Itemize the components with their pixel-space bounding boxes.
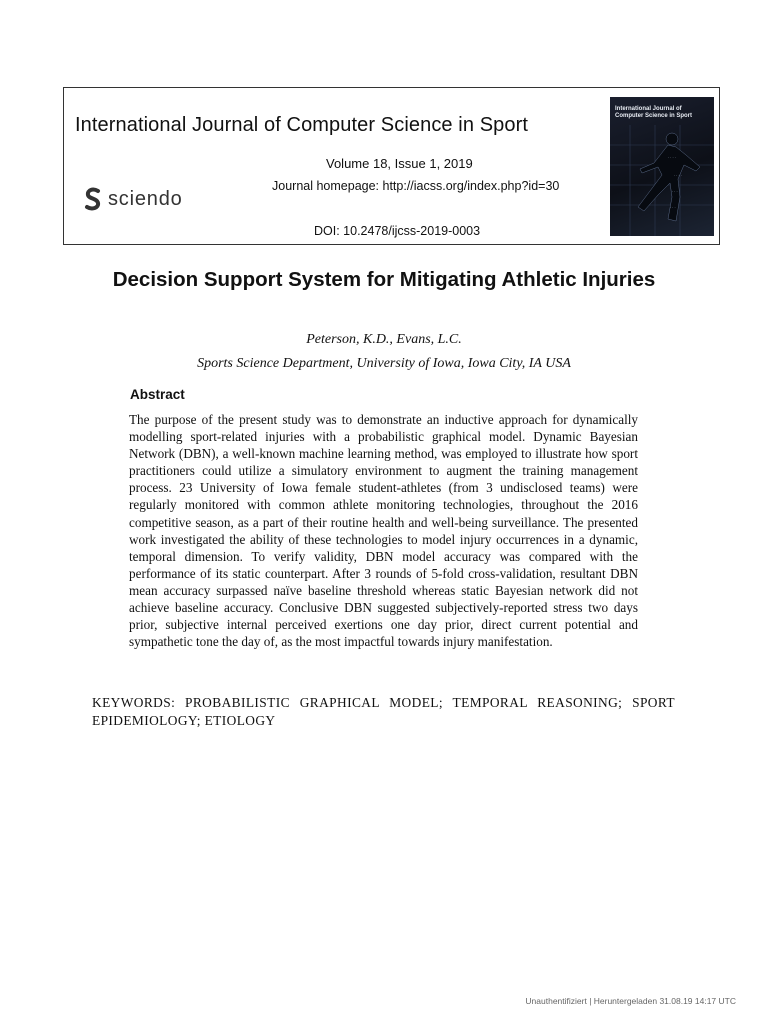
download-footer: Unauthentifiziert | Heruntergeladen 31.08.19 14:17 UTC bbox=[525, 996, 736, 1006]
article-title: Decision Support System for Mitigating Athletic Injuries bbox=[112, 268, 656, 291]
svg-text:· · · ·: · · · · bbox=[674, 174, 682, 178]
cover-title: International Journal of Computer Science in Sport bbox=[615, 106, 693, 119]
journal-volume: Volume 18, Issue 1, 2019 bbox=[326, 156, 473, 171]
journal-cover-image bbox=[610, 97, 714, 236]
article-keywords: KEYWORDS: PROBABILISTIC GRAPHICAL MODEL; TEMPORAL REASONING; SPORT EPIDEMIOLOGY; ETIOLOGY bbox=[92, 695, 675, 728]
running-athlete-illustration bbox=[610, 125, 714, 236]
journal-homepage[interactable]: Journal homepage: http://iacss.org/index.php?id=30 bbox=[272, 179, 560, 193]
abstract-heading: Abstract bbox=[130, 387, 185, 402]
journal-title: International Journal of Computer Science in Sport bbox=[75, 114, 529, 136]
article-doi[interactable]: DOI: 10.2478/ijcss-2019-0003 bbox=[314, 224, 481, 238]
svg-text:· · ·: · · · bbox=[672, 190, 678, 194]
author-affiliation: Sports Science Department, University of Iowa, Iowa City, IA USA bbox=[197, 356, 571, 371]
journal-header bbox=[63, 87, 720, 245]
sciendo-logo-icon bbox=[84, 187, 102, 211]
svg-text:· · ·: · · · bbox=[670, 206, 676, 210]
abstract-text: The purpose of the present study was to demonstrate an inductive approach for dynamically modelling sport-related injuries with a probabilistic graphical model. Dynamic Bayesian Network (DBN), a well-known machine learning method, was employed to illustrate how sport practitioners could utilize a simulatory environment to augment the training management process. 23 University of Iowa female student-athletes (from 3 undisclosed teams) were regularly monitored with common athlete monitoring technologies, throughout the 2016 competitive season, as a part of their routine health and well-being surveillance. The presented work investigated the ability of these technologies to model injury occurrences in a dynamic, temporal dimension. To verify validity, DBN model accuracy was compared with the performance of its static counterpart. After 3 rounds of 5-fold cross-validation, resultant DBN mean accuracy surpassed naïve baseline threshold whereas static Bayesian network did not achieve baseline accuracy. Conclusive DBN suggested subjectively-reported stress two days prior, subjective internal perceived exertions one day prior, direct current potential and sympathetic tone the day of, as the most impactful towards injury manifestation. bbox=[129, 412, 638, 650]
publisher-name: sciendo bbox=[108, 187, 183, 210]
svg-text:· · · ·: · · · · bbox=[668, 156, 676, 160]
article-authors: Peterson, K.D., Evans, L.C. bbox=[306, 332, 462, 347]
publisher-logo bbox=[84, 187, 183, 211]
